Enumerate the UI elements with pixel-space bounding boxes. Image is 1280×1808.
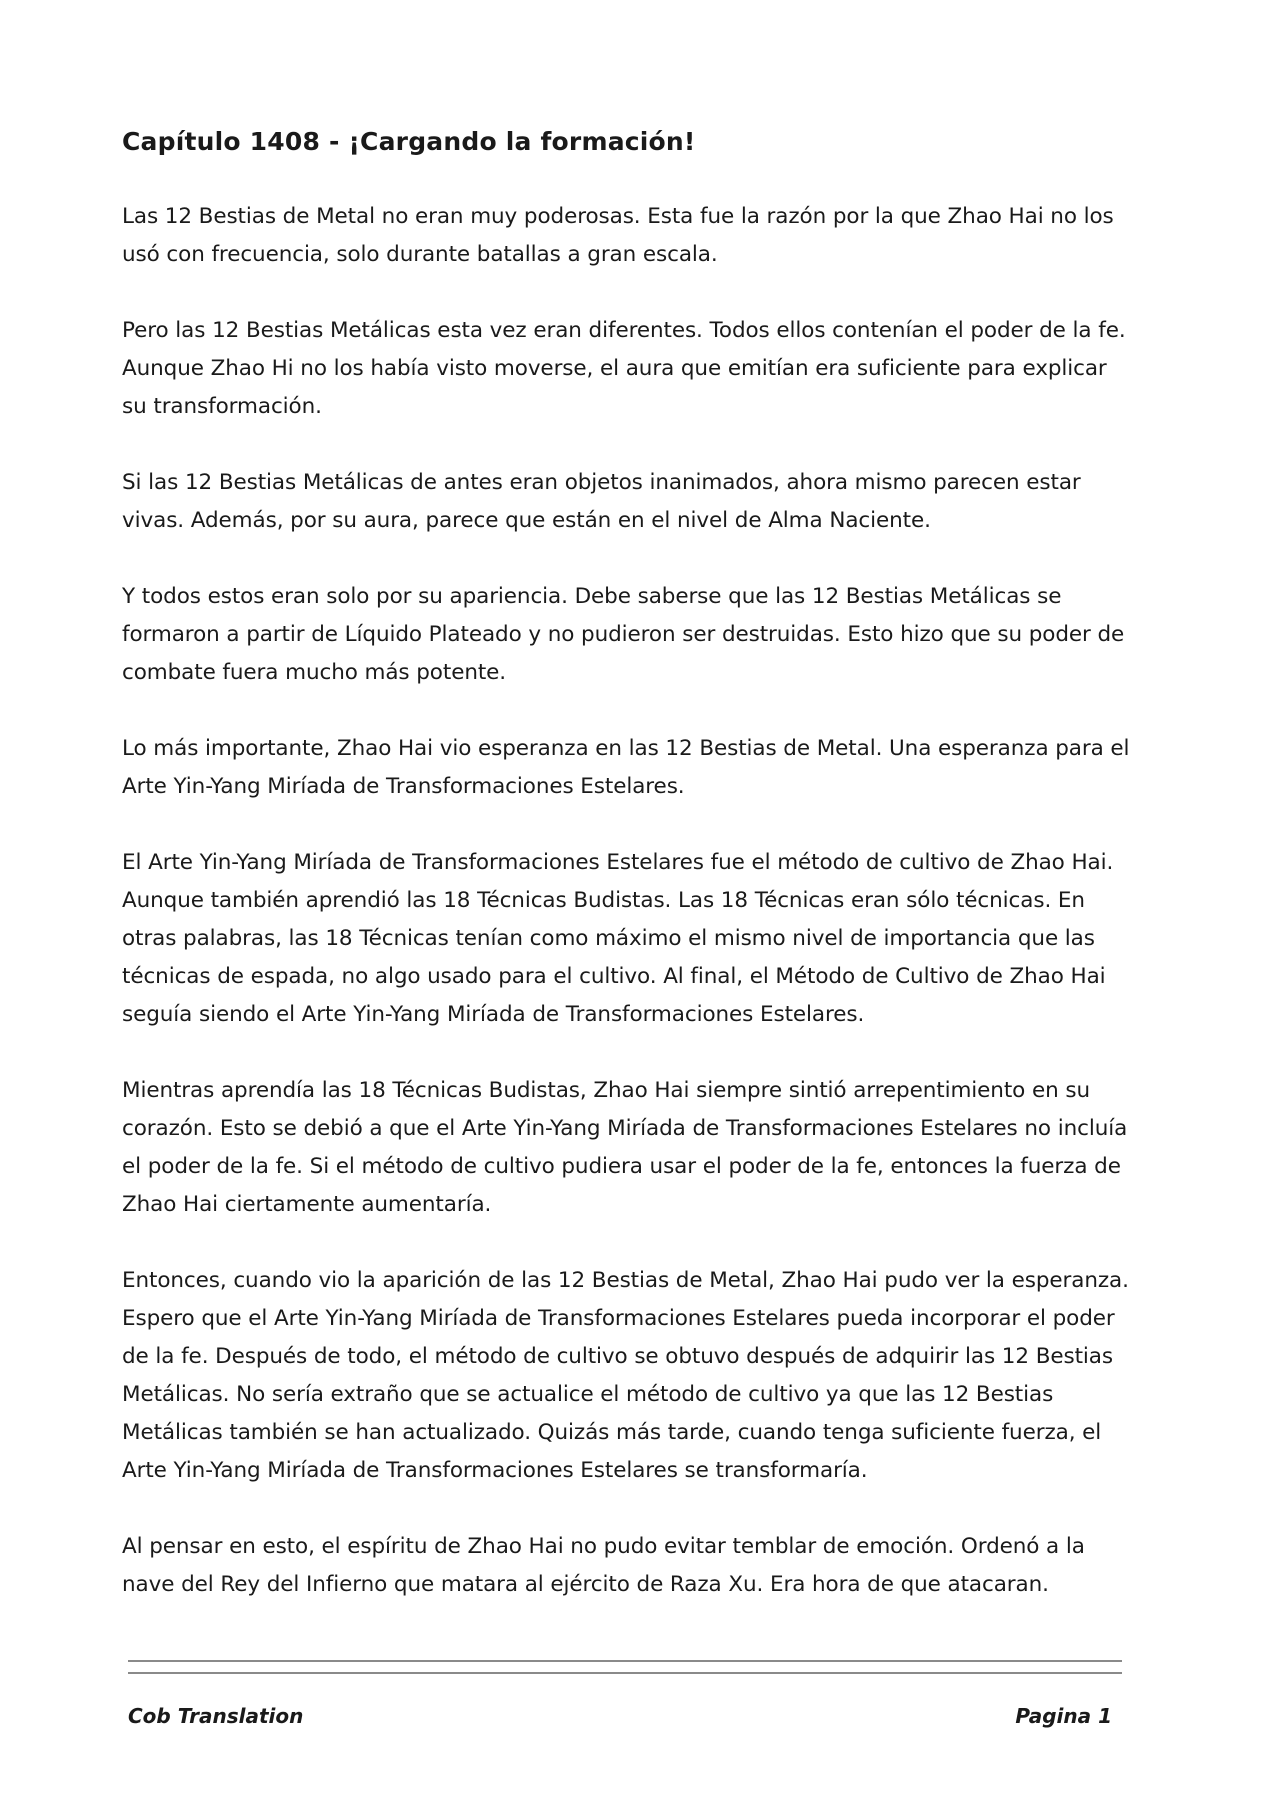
paragraph: Al pensar en esto, el espíritu de Zhao Hai no pudo evitar temblar de emoción. Ordenó a la nave del Rey del Infierno que matara al ejército de Raza Xu. Era hora de que atacaran. <box>122 1534 1085 1597</box>
paragraph: El Arte Yin-Yang Miríada de Transformaciones Estelares fue el método de cultivo de Zhao Hai. Aunque también aprendió las 18 Técnicas Budistas. Las 18 Técnicas eran sólo técnicas. En otras palabras, las 18 Técnicas tenían como máximo el mismo nivel de importancia que las técnicas de espada, no algo usado para el cultivo. Al final, el Método de Cultivo de Zhao Hai seguía siendo el Arte Yin-Yang Miríada de Transformaciones Estelares. <box>122 850 1114 1027</box>
chapter-title: Capítulo 1408 - ¡Cargando la formación! <box>122 127 696 156</box>
paragraph: Mientras aprendía las 18 Técnicas Budistas, Zhao Hai siempre sintió arrepentimiento en su corazón. Esto se debió a que el Arte Yin-Yang Miríada de Transformaciones Estelares no incluía el poder de la fe. Si el método de cultivo pudiera usar el poder de la fe, entonces la fuerza de Zhao Hai ciertamente aumentaría. <box>122 1078 1128 1217</box>
paragraph: Entonces, cuando vio la aparición de las 12 Bestias de Metal, Zhao Hai pudo ver la esperanza. Espero que el Arte Yin-Yang Miríada de Transformaciones Estelares pueda incorporar el poder de la fe. Después de todo, el método de cultivo se obtuvo después de adquirir las 12 Bestias Metálicas. No sería extraño que se actualice el método de cultivo ya que las 12 Bestias Metálicas también se han actualizado. Quizás más tarde, cuando tenga suficiente fuerza, el Arte Yin-Yang Miríada de Transformaciones Estelares se transformaría. <box>122 1268 1129 1483</box>
footer-credit: Cob Translation <box>128 1704 304 1728</box>
document-body <box>122 198 1132 1642</box>
paragraph: Pero las 12 Bestias Metálicas esta vez eran diferentes. Todos ellos contenían el poder de la fe. Aunque Zhao Hi no los había visto moverse, el aura que emitían era suficiente para explicar su transformación. <box>122 318 1126 419</box>
paragraph: Lo más importante, Zhao Hai vio esperanza en las 12 Bestias de Metal. Una esperanza para el Arte Yin-Yang Miríada de Transformaciones Estelares. <box>122 736 1130 799</box>
footer-divider-bottom <box>128 1672 1122 1674</box>
paragraph: Si las 12 Bestias Metálicas de antes eran objetos inanimados, ahora mismo parecen estar vivas. Además, por su aura, parece que están en el nivel de Alma Naciente. <box>122 470 1081 533</box>
page-number: Pagina 1 <box>1015 1704 1112 1728</box>
paragraph: Y todos estos eran solo por su apariencia. Debe saberse que las 12 Bestias Metálicas se formaron a partir de Líquido Plateado y no pudieron ser destruidas. Esto hizo que su poder de combate fuera mucho más potente. <box>122 584 1125 685</box>
footer-divider-top <box>128 1660 1122 1662</box>
paragraph: Las 12 Bestias de Metal no eran muy poderosas. Esta fue la razón por la que Zhao Hai no los usó con frecuencia, solo durante batallas a gran escala. <box>122 204 1114 267</box>
